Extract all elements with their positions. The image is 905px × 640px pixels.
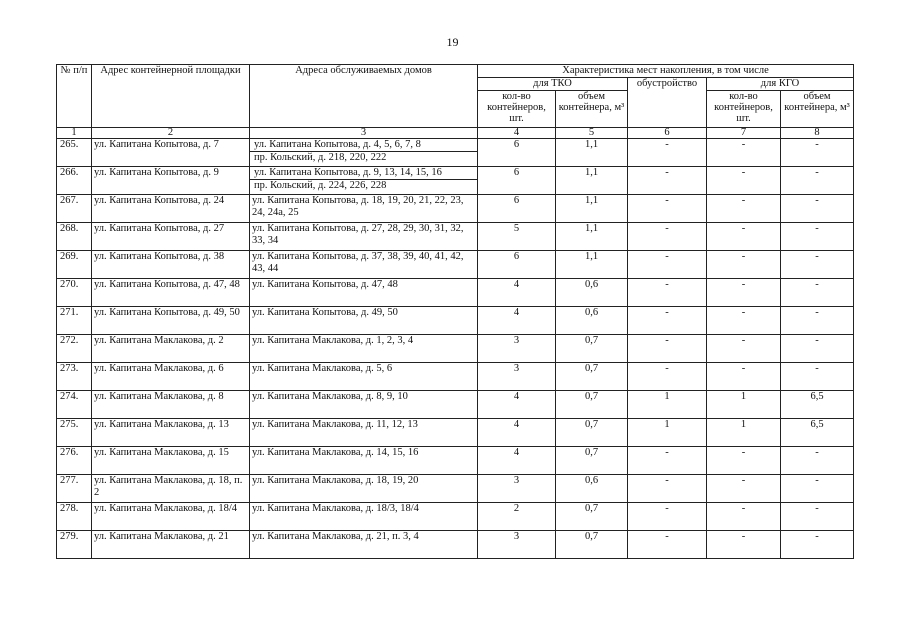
kgo-volume: 6,5	[781, 391, 854, 419]
kgo-volume: -	[781, 335, 854, 363]
column-number: 4	[478, 128, 556, 139]
kgo-volume: 6,5	[781, 419, 854, 447]
tko-count: 3	[478, 531, 556, 559]
header-served: Адреса обслуживаемых домов	[250, 65, 478, 128]
site-address: ул. Капитана Копытова, д. 49, 50	[92, 307, 250, 335]
served-addresses: ул. Капитана Копытова, д. 18, 19, 20, 21, 22, 23, 24, 24а, 25	[250, 195, 478, 223]
kgo-count: -	[707, 447, 781, 475]
tko-volume: 0,7	[556, 531, 628, 559]
kgo-count: -	[707, 167, 781, 195]
kgo-count: -	[707, 363, 781, 391]
served-addresses: ул. Капитана Маклакова, д. 5, 6	[250, 363, 478, 391]
kgo-count: -	[707, 223, 781, 251]
site-address: ул. Капитана Маклакова, д. 15	[92, 447, 250, 475]
row-number: 265.	[57, 139, 92, 167]
header-col6: обустройство	[628, 78, 707, 128]
tko-volume: 1,1	[556, 223, 628, 251]
tko-volume: 1,1	[556, 139, 628, 167]
served-addresses: ул. Капитана Копытова, д. 27, 28, 29, 30, 31, 32, 33, 34	[250, 223, 478, 251]
table-header	[57, 65, 854, 139]
table-row	[57, 503, 854, 531]
row-number: 268.	[57, 223, 92, 251]
tko-count: 4	[478, 419, 556, 447]
setup: -	[628, 307, 707, 335]
tko-count: 4	[478, 391, 556, 419]
tko-count: 2	[478, 503, 556, 531]
setup: -	[628, 503, 707, 531]
kgo-volume: -	[781, 279, 854, 307]
column-number: 3	[250, 128, 478, 139]
table-row	[57, 167, 854, 195]
tko-volume: 0,6	[556, 279, 628, 307]
table-row	[57, 251, 854, 279]
setup: -	[628, 363, 707, 391]
tko-volume: 0,6	[556, 307, 628, 335]
kgo-volume: -	[781, 139, 854, 167]
tko-volume: 0,6	[556, 475, 628, 503]
setup: -	[628, 223, 707, 251]
kgo-count: -	[707, 531, 781, 559]
kgo-count: -	[707, 307, 781, 335]
table-row	[57, 475, 854, 503]
row-number: 272.	[57, 335, 92, 363]
row-number: 277.	[57, 475, 92, 503]
row-number: 266.	[57, 167, 92, 195]
tko-volume: 0,7	[556, 419, 628, 447]
tko-count: 4	[478, 307, 556, 335]
served-addresses: ул. Капитана Маклакова, д. 18, 19, 20	[250, 475, 478, 503]
site-address: ул. Капитана Маклакова, д. 8	[92, 391, 250, 419]
kgo-volume: -	[781, 447, 854, 475]
kgo-volume: -	[781, 195, 854, 223]
served-addresses: ул. Капитана Маклакова, д. 1, 2, 3, 4	[250, 335, 478, 363]
row-number: 273.	[57, 363, 92, 391]
tko-count: 4	[478, 447, 556, 475]
setup: 1	[628, 419, 707, 447]
kgo-volume: -	[781, 223, 854, 251]
site-address: ул. Капитана Копытова, д. 7	[92, 139, 250, 167]
row-number: 270.	[57, 279, 92, 307]
setup: 1	[628, 391, 707, 419]
tko-volume: 0,7	[556, 363, 628, 391]
kgo-volume: -	[781, 307, 854, 335]
kgo-count: 1	[707, 391, 781, 419]
tko-count: 3	[478, 363, 556, 391]
table-row	[57, 447, 854, 475]
table-body	[57, 139, 854, 559]
served-line: пр. Кольский, д. 224, 226, 228	[250, 179, 477, 192]
column-numbers-row	[57, 128, 854, 139]
served-addresses	[250, 139, 478, 167]
tko-volume: 1,1	[556, 195, 628, 223]
row-number: 269.	[57, 251, 92, 279]
row-number: 267.	[57, 195, 92, 223]
header-col7: кол-во контейнеров, шт.	[707, 91, 781, 128]
table-row	[57, 391, 854, 419]
site-address: ул. Капитана Маклакова, д. 18, п. 2	[92, 475, 250, 503]
served-addresses: ул. Капитана Копытова, д. 37, 38, 39, 40, 41, 42, 43, 44	[250, 251, 478, 279]
setup: -	[628, 531, 707, 559]
page-number: 19	[446, 35, 459, 49]
served-line: ул. Капитана Копытова, д. 9, 13, 14, 15, 16	[254, 167, 442, 178]
served-addresses	[250, 167, 478, 195]
setup: -	[628, 475, 707, 503]
table-row	[57, 335, 854, 363]
tko-count: 5	[478, 223, 556, 251]
tko-count: 6	[478, 251, 556, 279]
row-number: 278.	[57, 503, 92, 531]
served-line: ул. Капитана Копытова, д. 4, 5, 6, 7, 8	[254, 139, 421, 150]
header-address: Адрес контейнерной площадки	[92, 65, 250, 128]
site-address: ул. Капитана Копытова, д. 24	[92, 195, 250, 223]
site-address: ул. Капитана Копытова, д. 47, 48	[92, 279, 250, 307]
header-col8: объем контейнера, м³	[781, 91, 854, 128]
site-address: ул. Капитана Копытова, д. 27	[92, 223, 250, 251]
column-number: 2	[92, 128, 250, 139]
column-number: 8	[781, 128, 854, 139]
tko-count: 3	[478, 335, 556, 363]
column-number: 5	[556, 128, 628, 139]
site-address: ул. Капитана Маклакова, д. 6	[92, 363, 250, 391]
kgo-volume: -	[781, 531, 854, 559]
served-addresses: ул. Капитана Маклакова, д. 21, п. 3, 4	[250, 531, 478, 559]
table-row	[57, 307, 854, 335]
header-col5: объем контейнера, м³	[556, 91, 628, 128]
table-row	[57, 195, 854, 223]
served-addresses: ул. Капитана Маклакова, д. 8, 9, 10	[250, 391, 478, 419]
table-row	[57, 139, 854, 167]
tko-volume: 0,7	[556, 335, 628, 363]
tko-volume: 1,1	[556, 167, 628, 195]
kgo-count: -	[707, 195, 781, 223]
kgo-count: -	[707, 279, 781, 307]
setup: -	[628, 447, 707, 475]
served-addresses: ул. Капитана Копытова, д. 47, 48	[250, 279, 478, 307]
kgo-volume: -	[781, 251, 854, 279]
tko-count: 6	[478, 195, 556, 223]
tko-count: 4	[478, 279, 556, 307]
row-number: 274.	[57, 391, 92, 419]
container-sites-table	[56, 64, 854, 559]
tko-volume: 0,7	[556, 447, 628, 475]
header-col4: кол-во контейнеров, шт.	[478, 91, 556, 128]
table-row	[57, 279, 854, 307]
kgo-volume: -	[781, 167, 854, 195]
header-characteristics: Характеристика мест накопления, в том числе	[478, 65, 854, 78]
setup: -	[628, 167, 707, 195]
setup: -	[628, 335, 707, 363]
row-number: 276.	[57, 447, 92, 475]
column-number: 6	[628, 128, 707, 139]
site-address: ул. Капитана Копытова, д. 38	[92, 251, 250, 279]
kgo-volume: -	[781, 363, 854, 391]
site-address: ул. Капитана Маклакова, д. 2	[92, 335, 250, 363]
column-number: 1	[57, 128, 92, 139]
row-number: 271.	[57, 307, 92, 335]
row-number: 279.	[57, 531, 92, 559]
tko-volume: 0,7	[556, 391, 628, 419]
kgo-count: -	[707, 251, 781, 279]
kgo-count: -	[707, 503, 781, 531]
header-tko: для ТКО	[478, 78, 628, 91]
served-addresses: ул. Капитана Маклакова, д. 18/3, 18/4	[250, 503, 478, 531]
served-line: пр. Кольский, д. 218, 220, 222	[250, 151, 477, 164]
table-row	[57, 363, 854, 391]
served-addresses: ул. Капитана Маклакова, д. 14, 15, 16	[250, 447, 478, 475]
kgo-volume: -	[781, 503, 854, 531]
tko-volume: 1,1	[556, 251, 628, 279]
tko-count: 6	[478, 139, 556, 167]
setup: -	[628, 195, 707, 223]
setup: -	[628, 251, 707, 279]
column-number: 7	[707, 128, 781, 139]
kgo-count: -	[707, 139, 781, 167]
kgo-volume: -	[781, 475, 854, 503]
kgo-count: 1	[707, 419, 781, 447]
row-number: 275.	[57, 419, 92, 447]
served-addresses: ул. Капитана Маклакова, д. 11, 12, 13	[250, 419, 478, 447]
site-address: ул. Капитана Маклакова, д. 18/4	[92, 503, 250, 531]
served-addresses: ул. Капитана Копытова, д. 49, 50	[250, 307, 478, 335]
setup: -	[628, 279, 707, 307]
kgo-count: -	[707, 475, 781, 503]
table-row	[57, 531, 854, 559]
tko-volume: 0,7	[556, 503, 628, 531]
site-address: ул. Капитана Маклакова, д. 13	[92, 419, 250, 447]
site-address: ул. Капитана Маклакова, д. 21	[92, 531, 250, 559]
kgo-count: -	[707, 335, 781, 363]
setup: -	[628, 139, 707, 167]
header-kgo: для КГО	[707, 78, 854, 91]
table-row	[57, 419, 854, 447]
header-num: № п/п	[57, 65, 92, 128]
tko-count: 6	[478, 167, 556, 195]
site-address: ул. Капитана Копытова, д. 9	[92, 167, 250, 195]
tko-count: 3	[478, 475, 556, 503]
table-row	[57, 223, 854, 251]
